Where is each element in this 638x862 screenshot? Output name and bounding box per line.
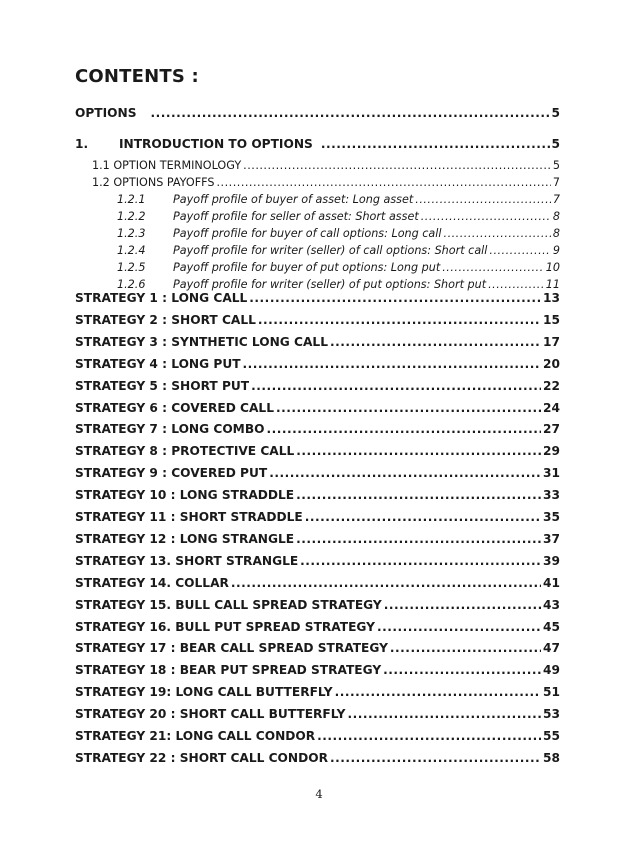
toc-entry-page: 49 xyxy=(543,663,560,678)
toc-strategy-entry[interactable] xyxy=(75,685,560,699)
toc-entry-page: 35 xyxy=(543,510,560,524)
toc-subsection-entry[interactable] xyxy=(117,278,560,291)
toc-strategy-entry[interactable] xyxy=(75,357,560,371)
toc-entry-page: 33 xyxy=(543,488,560,503)
leader-dots xyxy=(269,466,541,480)
leader-dots xyxy=(300,554,541,568)
toc-entry-page: 15 xyxy=(543,312,560,327)
toc-strategy-entry[interactable] xyxy=(75,532,560,546)
toc-entry-page: 41 xyxy=(543,575,560,590)
leader-dots xyxy=(296,444,541,458)
toc-entry-page: 55 xyxy=(543,729,560,743)
subsection-number: 1.2.4 xyxy=(117,243,146,257)
toc-entry-label xyxy=(117,227,442,240)
leader-dots xyxy=(347,707,541,721)
toc-entry-label: STRATEGY 8 : PROTECTIVE CALL xyxy=(75,444,295,459)
leader-dots xyxy=(251,379,541,393)
toc-entry-page: 9 xyxy=(552,243,560,257)
leader-dots xyxy=(377,620,541,634)
toc-strategy-entry[interactable] xyxy=(75,291,560,305)
toc-entry-label: STRATEGY 2 : SHORT CALL xyxy=(75,312,256,327)
toc-entry-options[interactable] xyxy=(75,106,560,120)
toc-entry-page: 5 xyxy=(551,106,560,120)
leader-dots xyxy=(415,193,551,206)
toc-strategy-entry[interactable] xyxy=(75,620,560,634)
leader-dots xyxy=(276,401,541,415)
leader-dots xyxy=(266,422,541,436)
toc-section-entry[interactable] xyxy=(92,176,560,189)
leader-dots xyxy=(258,313,541,327)
toc-entry-page: 43 xyxy=(543,597,560,612)
toc-subsection-entry[interactable] xyxy=(117,193,560,206)
leader-dots xyxy=(444,227,551,240)
toc-entry-label xyxy=(75,137,313,151)
toc-strategy-entry[interactable] xyxy=(75,313,560,327)
leader-dots xyxy=(231,576,541,590)
leader-dots xyxy=(488,278,544,291)
toc-entry-label: STRATEGY 15. BULL CALL SPREAD STRATEGY xyxy=(75,597,382,612)
toc-strategy-entry[interactable] xyxy=(75,641,560,655)
toc-strategy-entry[interactable] xyxy=(75,379,560,393)
toc-entry-label: OPTIONS xyxy=(75,106,137,120)
toc-entry-label xyxy=(117,244,487,257)
toc-strategy-entry[interactable] xyxy=(75,751,560,765)
page-number: 4 xyxy=(315,787,323,801)
toc-subsection-entry[interactable] xyxy=(117,261,560,274)
leader-dots xyxy=(384,598,541,612)
toc-entry-page: 8 xyxy=(552,209,560,223)
leader-dots xyxy=(243,159,551,172)
leader-dots xyxy=(150,106,549,120)
leader-dots xyxy=(296,488,541,502)
toc-strategy-entry[interactable] xyxy=(75,598,560,612)
leader-dots xyxy=(296,532,541,546)
leader-dots xyxy=(321,137,550,151)
toc-entry-page: 47 xyxy=(543,641,560,656)
toc-entry-page: 10 xyxy=(545,260,560,274)
toc-entry-label: STRATEGY 7 : LONG COMBO xyxy=(75,422,265,437)
toc-entry-page: 5 xyxy=(552,159,560,172)
toc-entry-label: STRATEGY 13. SHORT STRANGLE xyxy=(75,553,299,568)
toc-strategy-entry[interactable] xyxy=(75,444,560,458)
toc-entry-page: 58 xyxy=(543,750,560,765)
toc-entry-page: 27 xyxy=(543,422,560,437)
toc-entry-label: STRATEGY 5 : SHORT PUT xyxy=(75,378,250,393)
toc-entry-label: STRATEGY 14. COLLAR xyxy=(75,575,229,590)
toc-entry-page: 17 xyxy=(543,334,560,349)
leader-dots xyxy=(390,641,541,655)
toc-subsection-entry[interactable] xyxy=(117,227,560,240)
toc-entry-page: 29 xyxy=(543,444,560,459)
toc-entry-label xyxy=(117,261,440,274)
toc-strategy-entry[interactable] xyxy=(75,729,560,743)
toc-strategy-entry[interactable] xyxy=(75,335,560,349)
subsection-title: Payoff profile for seller of asset: Short asset xyxy=(173,209,419,223)
subsection-title: Payoff profile for buyer of put options: Long put xyxy=(173,260,441,274)
toc-entry-label: STRATEGY 17 : BEAR CALL SPREAD STRATEGY xyxy=(75,641,388,656)
leader-dots xyxy=(317,729,541,743)
subsection-title: Payoff profile for writer (seller) of call options: Short call xyxy=(173,243,488,257)
toc-entry-page: 7 xyxy=(552,193,560,206)
toc-entry-label xyxy=(117,193,413,206)
subsection-number: 1.2.1 xyxy=(117,193,146,206)
leader-dots xyxy=(421,210,551,223)
leader-dots xyxy=(216,176,550,189)
leader-dots xyxy=(249,291,541,305)
toc-entry-label: STRATEGY 19: LONG CALL BUTTERFLY xyxy=(75,685,333,700)
leader-dots xyxy=(489,244,550,257)
toc-section-entry[interactable] xyxy=(92,159,560,172)
toc-strategy-entry[interactable] xyxy=(75,510,560,524)
toc-entry-page: 39 xyxy=(543,553,560,568)
leader-dots xyxy=(330,335,541,349)
toc-entry-label: STRATEGY 4 : LONG PUT xyxy=(75,356,241,371)
toc-entry-label xyxy=(117,278,486,291)
toc-entry-label: STRATEGY 12 : LONG STRANGLE xyxy=(75,531,295,546)
toc-strategy-entry[interactable] xyxy=(75,466,560,480)
chapter-number: 1. xyxy=(75,137,89,151)
subsection-title: Payoff profile of buyer of asset: Long asset xyxy=(173,193,414,206)
toc-entry-label: STRATEGY 6 : COVERED CALL xyxy=(75,400,274,415)
toc-entry-page: 5 xyxy=(551,137,560,151)
toc-entry-label: STRATEGY 18 : BEAR PUT SPREAD STRATEGY xyxy=(75,663,382,678)
toc-entry-page: 45 xyxy=(543,619,560,634)
toc-entry-chapter[interactable] xyxy=(75,137,560,151)
toc-entry-label: STRATEGY 1 : LONG CALL xyxy=(75,291,248,305)
toc-entry-page: 53 xyxy=(543,707,560,722)
toc-entry-label: STRATEGY 3 : SYNTHETIC LONG CALL xyxy=(75,334,328,349)
leader-dots xyxy=(305,510,541,524)
toc-entry-label: STRATEGY 21: LONG CALL CONDOR xyxy=(75,729,316,743)
subsection-number: 1.2.2 xyxy=(117,209,146,223)
toc-entry-page: 8 xyxy=(552,226,560,240)
toc-entry-label: STRATEGY 10 : LONG STRADDLE xyxy=(75,488,295,503)
toc-entry-page: 24 xyxy=(543,400,560,415)
subsection-title: Payoff profile for buyer of call options: Long call xyxy=(173,226,442,240)
toc-strategy-entry[interactable] xyxy=(75,401,560,415)
toc-entry-page: 37 xyxy=(543,531,560,546)
contents-heading: CONTENTS : xyxy=(75,66,199,87)
toc-strategy-entry[interactable] xyxy=(75,576,560,590)
toc-entry-label: STRATEGY 22 : SHORT CALL CONDOR xyxy=(75,750,328,765)
toc-entry-label: 1.2 OPTIONS PAYOFFS xyxy=(92,176,215,189)
toc-entry-label: STRATEGY 11 : SHORT STRADDLE xyxy=(75,510,303,524)
leader-dots xyxy=(442,261,544,274)
toc-subsection-entry[interactable] xyxy=(117,210,560,223)
leader-dots xyxy=(383,663,541,677)
toc-entry-page: 22 xyxy=(543,378,560,393)
toc-entry-label: STRATEGY 20 : SHORT CALL BUTTERFLY xyxy=(75,707,346,722)
toc-entry-page: 20 xyxy=(543,356,560,371)
toc-entry-page: 31 xyxy=(543,466,560,481)
toc-subsection-entry[interactable] xyxy=(117,244,560,257)
toc-entry-page: 51 xyxy=(543,685,560,700)
toc-entry-page: 11 xyxy=(545,277,560,291)
toc-strategy-entry[interactable] xyxy=(75,663,560,677)
toc-strategy-entry[interactable] xyxy=(75,554,560,568)
toc-entry-page: 13 xyxy=(543,291,560,305)
toc-entry-label: STRATEGY 9 : COVERED PUT xyxy=(75,466,268,481)
toc-strategy-entry[interactable] xyxy=(75,707,560,721)
leader-dots xyxy=(330,751,541,765)
toc-entry-label: STRATEGY 16. BULL PUT SPREAD STRATEGY xyxy=(75,619,375,634)
leader-dots xyxy=(335,685,541,699)
toc-entry-label xyxy=(117,210,419,223)
toc-strategy-entry[interactable] xyxy=(75,422,560,436)
toc-strategy-entry[interactable] xyxy=(75,488,560,502)
toc-entry-label: 1.1 OPTION TERMINOLOGY xyxy=(92,159,242,172)
subsection-number: 1.2.5 xyxy=(117,260,146,274)
subsection-number: 1.2.6 xyxy=(117,277,146,291)
subsection-number: 1.2.3 xyxy=(117,226,146,240)
leader-dots xyxy=(243,357,542,371)
subsection-title: Payoff profile for writer (seller) of put options: Short put xyxy=(173,277,487,291)
toc-entry-page: 7 xyxy=(552,176,560,189)
chapter-title: INTRODUCTION TO OPTIONS xyxy=(119,137,313,151)
